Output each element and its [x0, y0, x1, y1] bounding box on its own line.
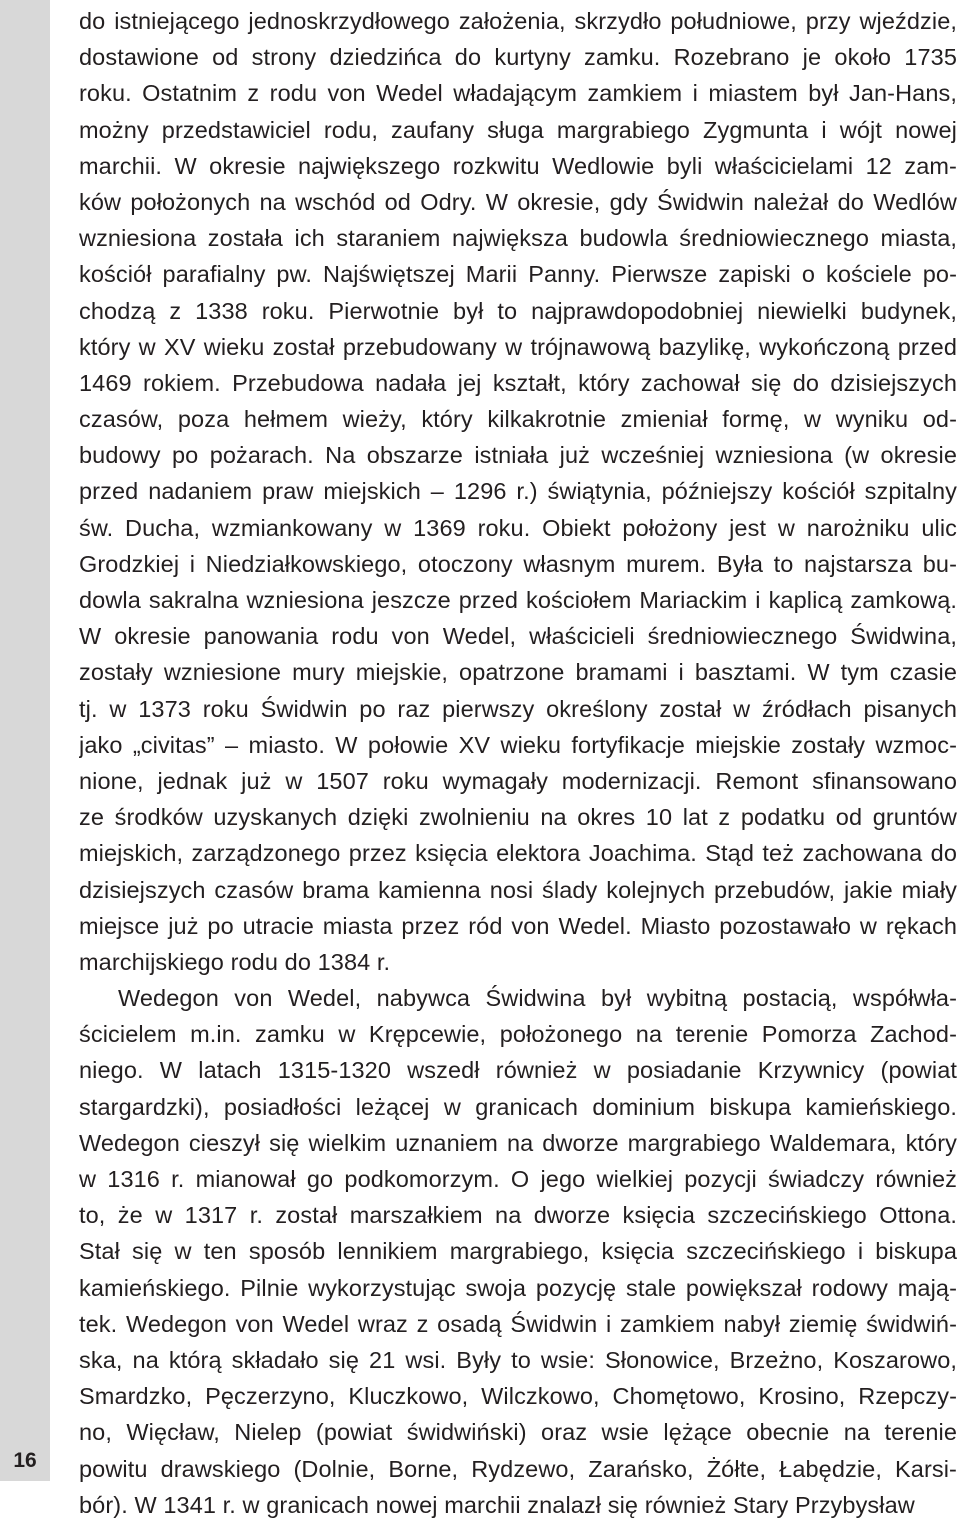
text-line: Wedegon cieszył się wielkim uznaniem na dworze margrabiego Waldemara, który: [79, 1129, 957, 1156]
text-line: W okresie panowania rodu von Wedel, właścicieli średniowiecznego Świdwina,: [79, 623, 957, 650]
text-line: kościół parafialny pw. Najświętszej Marii Panny. Pierwsze zapiski o kościele po-: [79, 261, 957, 288]
text-line: chodzą z 1338 roku. Pierwotnie był to najprawdopodobniej niewielki budynek,: [79, 297, 957, 324]
text-line: tek. Wedegon von Wedel wraz z osadą Świdwin i zamkiem nabył ziemię świdwiń-: [79, 1310, 957, 1337]
page-margin-strip: [0, 0, 50, 1481]
text-line: to, że w 1317 r. został marszałkiem na dworze księcia szczecińskiego Ottona.: [79, 1202, 957, 1229]
text-line: miejskich, zarządzonego przez księcia elektora Joachima. Stąd też zachowana do: [79, 840, 957, 867]
text-line: możny przedstawiciel rodu, zaufany sługa margrabiego Zygmunta i wójt nowej: [79, 116, 957, 143]
text-line: ścicielem m.in. zamku w Krępcewie, położonego na terenie Pomorza Zachod-: [79, 1021, 957, 1048]
text-line: no, Więcław, Nielep (powiat świdwiński) oraz wsie lężące obecnie na terenie: [79, 1419, 957, 1446]
text-line: 1469 rokiem. Przebudowa nadała jej kształt, który zachował się do dzisiejszych: [79, 369, 957, 396]
text-line: wzniesiona została ich staraniem największa budowla średniowiecznego miasta,: [79, 225, 957, 252]
paragraph: [79, 3, 957, 980]
text-line: marchijskiego rodu do 1384 r.: [79, 948, 391, 975]
text-line: kamieńskiego. Pilnie wykorzystując swoja pozycję stale powiększał rodowy mają-: [79, 1274, 957, 1301]
text-line: marchii. W okresie największego rozkwitu Wedlowie byli właścicielami 12 zam-: [79, 152, 957, 179]
text-line: św. Ducha, wzmiankowany w 1369 roku. Obiekt położony jest w narożniku ulic: [79, 514, 957, 541]
text-line: miejsce już po utracie miasta przez ród von Wedel. Miasto pozostawało w rękach: [79, 912, 957, 939]
text-line: nione, jednak już w 1507 roku wymagały modernizacji. Remont sfinansowano: [79, 767, 957, 794]
text-line: do istniejącego jednoskrzydłowego założenia, skrzydło południowe, przy wjeździe,: [79, 8, 957, 34]
text-line: w 1316 r. mianował go podkomorzym. O jego wielkiej pozycji świadczy również: [79, 1166, 957, 1192]
text-line: roku. Ostatnim z rodu von Wedel władającym zamkiem i miastem był Jan-Hans,: [79, 80, 957, 107]
text-line: stargardzki), posiadłości leżącej w granicach dominium biskupa kamieńskiego.: [79, 1093, 957, 1120]
text-line: czasów, poza hełmem wieży, który kilkakrotnie zmieniał formę, w wyniku od-: [79, 406, 957, 433]
text-line: dowla sakralna wzniesiona jeszcze przed kościołem Mariackim i kaplicą zamkową.: [79, 587, 957, 613]
page-number: 16: [13, 1449, 37, 1472]
text-line: Smardzko, Pęczerzyno, Kluczkowo, Wilczkowo, Chomętowo, Krosino, Rzepczy-: [79, 1383, 957, 1410]
text-line: Grodzkiej i Niedziałkowskiego, otoczony własnym murem. Była to najstarsza bu-: [79, 550, 957, 577]
text-line: jako „civitas” – miasto. W połowie XV wieku fortyfikacje miejskie zostały wzmoc-: [79, 731, 957, 758]
body-text: [79, 3, 957, 1523]
text-line: który w XV wieku został przebudowany w trójnawową bazylikę, wykończoną przed: [79, 333, 957, 360]
text-line: Wedegon von Wedel, nabywca Świdwina był wybitną postacią, współwła-: [118, 985, 957, 1012]
text-line: dzisiejszych czasów brama kamienna nosi ślady kolejnych przebudów, jakie miały: [79, 876, 957, 903]
text-line: Stał się w ten sposób lennikiem margrabiego, księcia szczecińskiego i biskupa: [79, 1238, 957, 1265]
text-line: tj. w 1373 roku Świdwin po raz pierwszy określony został w źródłach pisanych: [79, 695, 957, 722]
text-line: dostawione od strony dziedzińca do kurtyny zamku. Rozebrano je około 1735: [79, 44, 957, 71]
text-line: ków położonych na wschód od Odry. W okresie, gdy Świdwin należał do Wedlów: [79, 188, 957, 215]
text-line: zostały wzniesione mury miejskie, opatrzone bramami i basztami. W tym czasie: [79, 659, 957, 686]
text-line: ze środków uzyskanych dzięki zwolnieniu na okres 10 lat z podatku od gruntów: [79, 804, 957, 831]
text-line: budowy po pożarach. Na obszarze istniała już wcześniej wzniesiona (w okresie: [79, 442, 957, 469]
text-line: ska, na którą składało się 21 wsi. Były to wsie: Słonowice, Brzeżno, Koszarowo,: [79, 1346, 957, 1373]
text-line: bór). W 1341 r. w granicach nowej marchii znalazł się również Stary Przybysław: [79, 1491, 915, 1518]
text-line: przed nadaniem praw miejskich – 1296 r.) świątynia, późniejszy kościół szpitalny: [79, 478, 957, 505]
paragraph: [79, 980, 957, 1523]
text-line: niego. W latach 1315-1320 wszedł również w posiadanie Krzywnicy (powiat: [79, 1057, 957, 1084]
text-line: powitu drawskiego (Dolnie, Borne, Rydzewo, Zarańsko, Żółte, Łabędzie, Karsi-: [79, 1455, 957, 1482]
